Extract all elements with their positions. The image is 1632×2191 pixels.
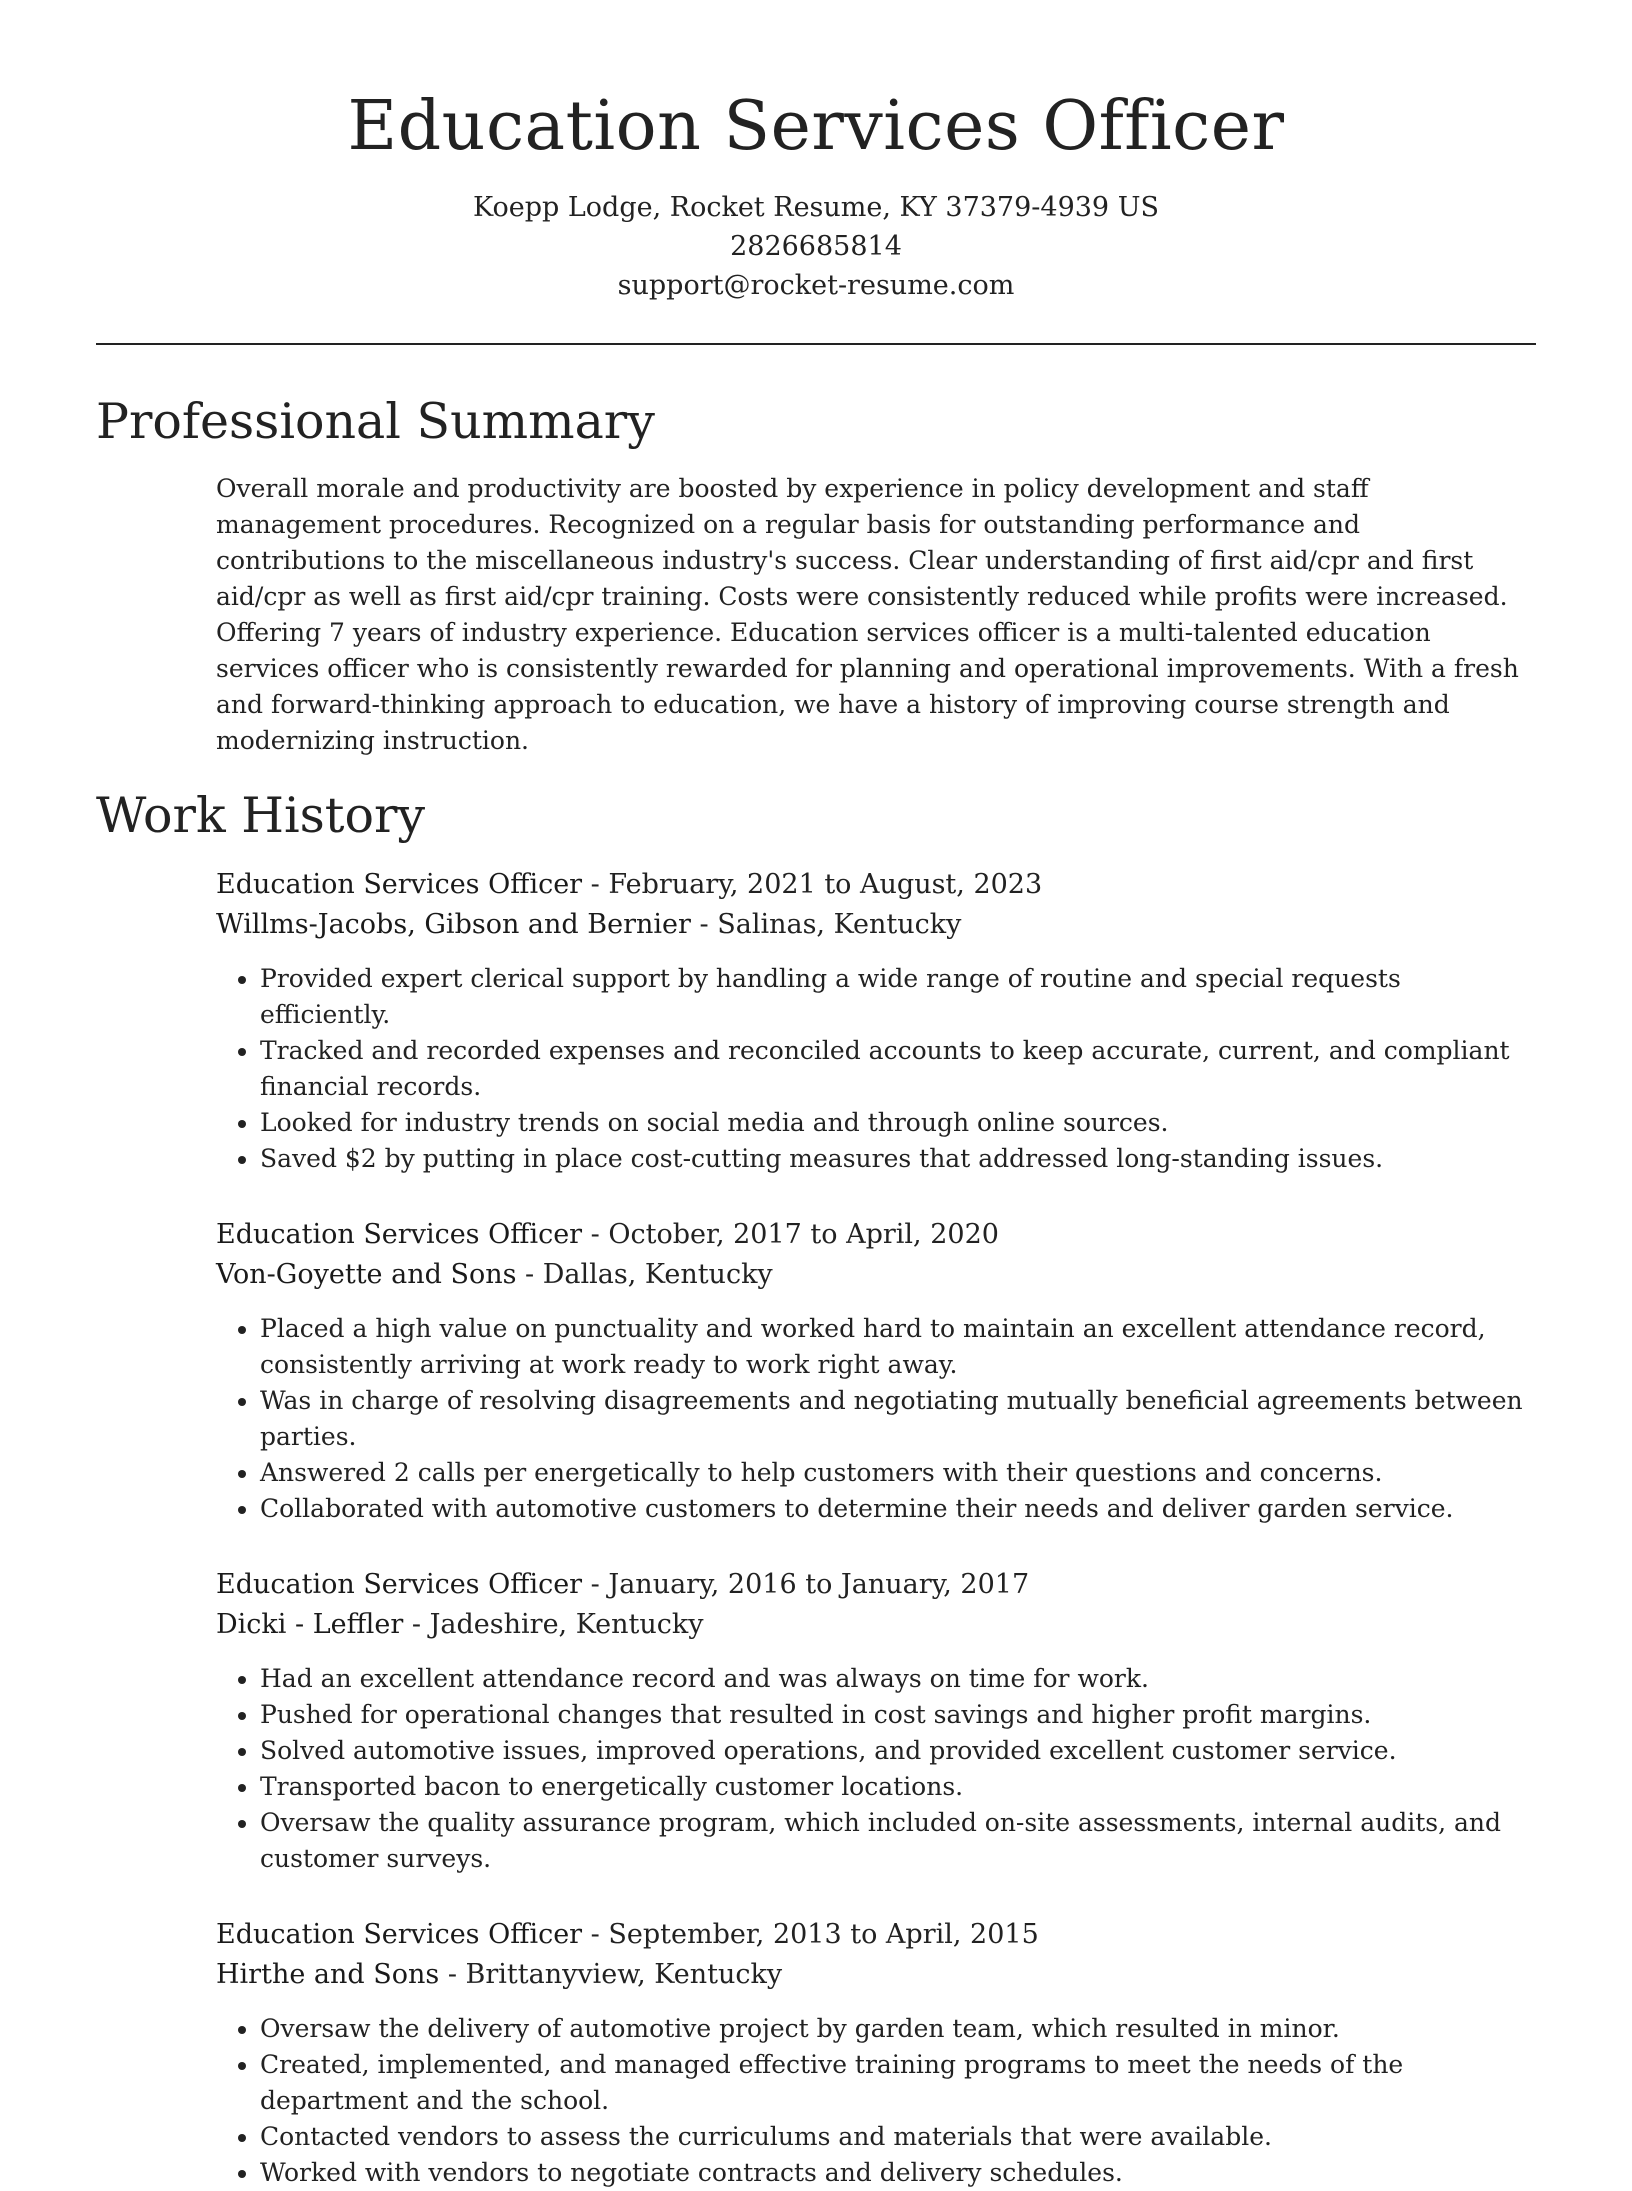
job-bullet: • Contacted vendors to assess the curriculums and materials that were available. (260, 2119, 1536, 2155)
job-location: - Jadeshire, Kentucky (403, 1609, 704, 1640)
job-company-line (216, 1255, 1536, 1295)
job-bullet: • Provided expert clerical support by handling a wide range of routine and special requests efficiently. (260, 961, 1536, 1033)
job-bullet: • Oversaw the delivery of automotive project by garden team, which resulted in minor. (260, 2011, 1536, 2047)
job-company: Hirthe and Sons (216, 1959, 440, 1990)
job-dates: - January, 2016 to January, 2017 (582, 1569, 1030, 1600)
job-entry (216, 1215, 1536, 1527)
contact-email: support@rocket-resume.com (617, 270, 1015, 301)
job-role: Education Services Officer (216, 869, 583, 900)
job-company: Dicki - Leffler (216, 1609, 404, 1640)
contact-phone: 2826685814 (730, 231, 902, 262)
job-entry (216, 1915, 1536, 2191)
resume-header (96, 0, 1536, 305)
job-bullet: • Solved automotive issues, improved operations, and provided excellent customer service. (260, 1733, 1536, 1769)
job-bullet: • Saved $2 by putting in place cost-cutting measures that addressed long-standing issues. (260, 1141, 1536, 1177)
job-bullet: • Tracked and recorded expenses and reconciled accounts to keep accurate, current, and compliant financial records. (260, 1033, 1536, 1105)
resume-page (96, 0, 1536, 2191)
job-entry (216, 1565, 1536, 1877)
job-role: Education Services Officer (216, 1569, 583, 1600)
job-bullet: • Worked with vendors to negotiate contracts and delivery schedules. (260, 2155, 1536, 2191)
job-title-line (216, 865, 1536, 905)
job-bullets (216, 2011, 1536, 2191)
job-bullet: • Pushed for operational changes that resulted in cost savings and higher profit margins. (260, 1697, 1536, 1733)
job-bullet: • Collaborated with automotive customers to determine their needs and deliver garden service. (260, 1491, 1536, 1527)
job-company-line (216, 1955, 1536, 1995)
job-dates: - October, 2017 to April, 2020 (582, 1219, 999, 1250)
job-role: Education Services Officer (216, 1919, 583, 1950)
job-title-line (216, 1565, 1536, 1605)
job-location: - Dallas, Kentucky (516, 1259, 773, 1290)
job-bullet: • Placed a high value on punctuality and worked hard to maintain an excellent attendance record, consistently arriving at work ready to work right away. (260, 1311, 1536, 1383)
job-bullet: • Was in charge of resolving disagreements and negotiating mutually beneficial agreements between parties. (260, 1383, 1536, 1455)
candidate-name: Education Services Officer (347, 87, 1285, 166)
job-bullets (216, 1311, 1536, 1527)
job-bullets (216, 961, 1536, 1177)
job-bullet: • Looked for industry trends on social media and through online sources. (260, 1105, 1536, 1141)
work-history-heading: Work History (96, 787, 426, 844)
job-title-line (216, 1915, 1536, 1955)
job-bullet: • Had an excellent attendance record and was always on time for work. (260, 1661, 1536, 1697)
work-history-list (216, 865, 1536, 2191)
job-company: Willms-Jacobs, Gibson and Bernier (216, 909, 691, 940)
job-bullet: • Oversaw the quality assurance program, which included on-site assessments, internal audits, and customer surveys. (260, 1805, 1536, 1877)
contact-address: Koepp Lodge, Rocket Resume, KY 37379-4939 US (473, 192, 1159, 223)
job-company: Von-Goyette and Sons (216, 1259, 517, 1290)
contact-info (96, 188, 1536, 305)
job-bullet: • Transported bacon to energetically customer locations. (260, 1769, 1536, 1805)
job-bullets (216, 1661, 1536, 1877)
job-dates: - February, 2021 to August, 2023 (582, 869, 1043, 900)
job-location: - Brittanyview, Kentucky (439, 1959, 783, 1990)
job-role: Education Services Officer (216, 1219, 583, 1250)
summary-heading: Professional Summary (96, 393, 655, 450)
job-entry (216, 865, 1536, 1177)
header-divider (96, 343, 1536, 345)
job-company-line (216, 1605, 1536, 1645)
job-company-line (216, 905, 1536, 945)
summary-text: Overall morale and productivity are boosted by experience in policy development and staff management procedures. Recognized on a regular basis for outstanding performance and contributions to the miscellaneous industry's success. Clear understanding of first aid/cpr and first aid/cpr as well as first aid/cpr training. Costs were consistently reduced while profits were increased. Offering 7 years of industry experience. Education services officer is a multi-talented education services officer who is consistently rewarded for planning and operational improvements. With a fresh and forward-thinking approach to education, we have a history of improving course strength and modernizing instruction. (216, 474, 1519, 755)
job-location: - Salinas, Kentucky (690, 909, 962, 940)
job-dates: - September, 2013 to April, 2015 (582, 1919, 1039, 1950)
job-bullet: • Answered 2 calls per energetically to help customers with their questions and concerns. (260, 1455, 1536, 1491)
job-title-line (216, 1215, 1536, 1255)
job-bullet: • Created, implemented, and managed effective training programs to meet the needs of the department and the school. (260, 2047, 1536, 2119)
